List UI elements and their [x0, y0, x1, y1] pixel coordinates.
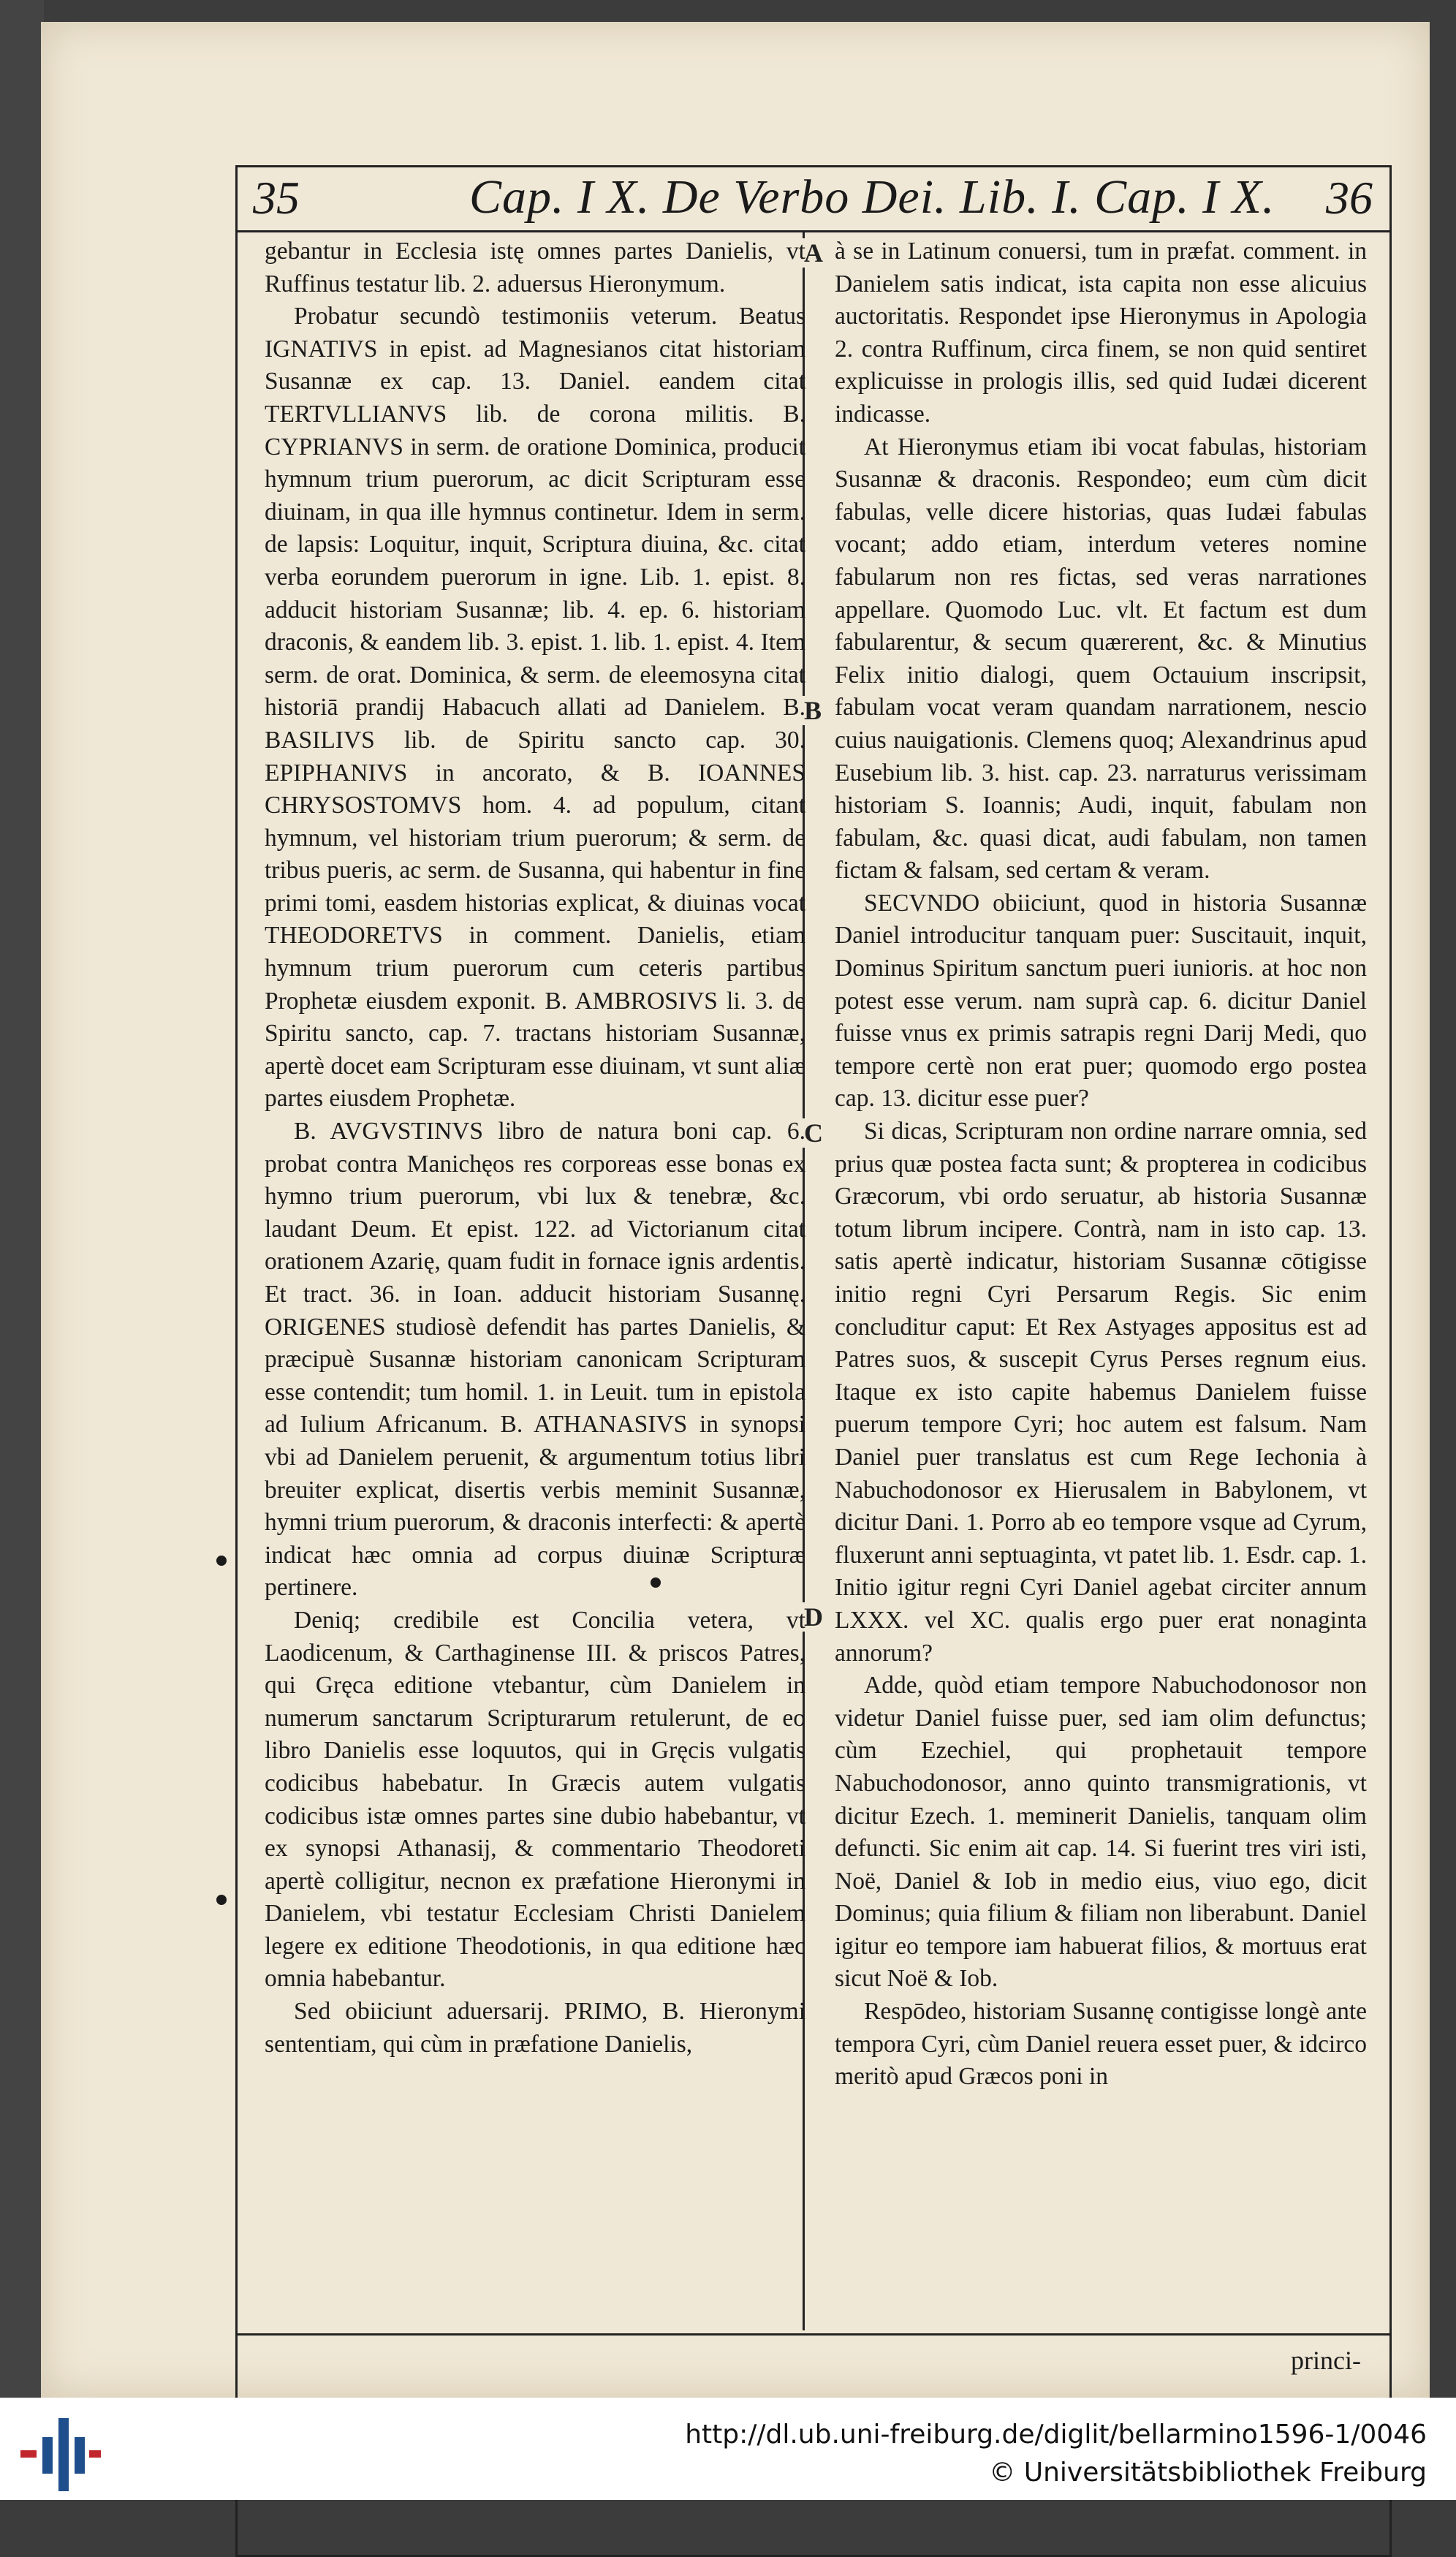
margin-marker-c: C	[801, 1118, 826, 1148]
bottom-rule	[235, 2333, 1392, 2336]
page-speck	[216, 1556, 227, 1566]
paragraph: B. AVGVSTINVS libro de natura boni cap. 6. probat contra Manichęos res corporeas esse bonas ex hymno trium puerorum, vbi lux & tenebræ, &c. laudant Deum. Et epist. 122. ad Victorianum citat orationem Azarię, quam fudit in fornace ignis ardentis. Et tract. 36. in Ioan. adducit historiam Susannę. ORIGENES studiosè defendit has partes Danielis, & præcipuè Susannæ historiam canonicam Scripturam esse contendit; tum homil. 1. in Leuit. tum in epistola ad Iulium Africanum. B. ATHANASIVS in synopsi vbi ad Danielem peruenit, & argumentum totius libri breuiter explicat, disertis verbis meminit Susannæ, hymni trium puerorum, & draconis interfecti: & apertè indicat hæc omnia ad corpus diuinæ Scripturæ pertinere.	[265, 1118, 805, 1602]
paragraph: Sed obiiciunt aduersarij. PRIMO, B. Hieronymi sententiam, qui cùm in præfatione Danielis,	[265, 1998, 805, 2058]
page-speck	[651, 1577, 661, 1588]
page-speck	[216, 1895, 227, 1905]
copyright-credit: © Universitätsbibliothek Freiburg	[989, 2458, 1427, 2488]
paragraph: SECVNDO obiiciunt, quod in historia Susannæ Daniel introducitur tanquam puer: Suscitauit, inquit, Dominus Spiritum sanctum pueri iunioris. at hoc non potest esse verum. nam suprà cap. 6. dicitur Daniel fuisse vnus ex primis satrapis regni Darij Medi, quo tempore certè non erat puer; quomodo ergo postea cap. 13. dicitur esse puer?	[835, 889, 1367, 1113]
paragraph: Deniq; credibile est Concilia vetera, vt Laodicenum, & Carthaginense III. & priscos Patres, qui Gręca editione vtebantur, cùm Danielem in numerum sanctarum Scripturarum retulerunt, de eo libro Danielis esse loquutos, qui in Gręcis vulgatis codicibus habebatur. In Græcis autem vulgatis codicibus istæ omnes partes sine dubio habebantur, vt ex synopsi Athanasij, & commentario Theodoreti apertè colligitur, necnon ex præfatione Hieronymi in Danielem, vbi testatur Ecclesiam Christi Danielem legere ex editione Theodotionis, in qua editione hæc omnia habebantur.	[265, 1606, 805, 1993]
paragraph: Respōdeo, historiam Susannę contigisse longè ante tempora Cyri, cùm Daniel reuera esset puer, & idcirco meritò apud Græcos poni in	[835, 1998, 1367, 2091]
margin-marker-d: D	[801, 1602, 826, 1632]
running-title: Cap. I X. De Verbo Dei. Lib. I. Cap. I X.	[469, 170, 1275, 224]
page-number-right: 36	[1326, 172, 1373, 224]
running-header	[235, 165, 1392, 232]
paragraph: Probatur secundò testimoniis veterum. Beatus IGNATIVS in epist. ad Magnesianos citat historiam Susannæ ex cap. 13. Daniel. eandem citat TERTVLLIANVS lib. de corona militis. B. CYPRIANVS in serm. de oratione Dominica, producit hymnum trium puerorum, ac dicit Scripturam esse diuinam, in qua ille hymnus continetur. Idem in serm. de lapsis: Loquitur, inquit, Scriptura diuina, &c. citat verba eorundem puerorum in igne. Lib. 1. epist. 8. adducit historiam Susannæ; lib. 4. ep. 6. historiam draconis, & eandem lib. 3. epist. 1. lib. 1. epist. 4. Item serm. de orat. Dominica, & serm. de eleemosyna citat historiā prandij Habacuch allati ad Danielem. B. BASILIVS lib. de Spiritu sancto cap. 30. EPIPHANIVS in ancorato, & B. IOANNES CHRYSOSTOMVS hom. 4. ad populum, citant hymnum, vel historiam trium puerorum; & serm. de tribus pueris, ac serm. de Susanna, qui habentur in fine primi tomi, easdem historias explicat, & diuinas vocat THEODORETVS in comment. Danielis, etiam hymnum trium puerorum cum ceteris partibus Prophetæ eiusdem exponit. B. AMBROSIVS li. 3. de Spiritu sancto, cap. 7. tractans historiam Susannæ, apertè docet eam Scripturam esse diuinam, vt sunt aliæ partes eiusdem Prophetæ.	[265, 303, 805, 1113]
left-column	[265, 235, 805, 2061]
paragraph: gebantur in Ecclesia istę omnes partes Danielis, vt Ruffinus testatur lib. 2. aduersus Hieronymum.	[265, 238, 805, 298]
paragraph: Si dicas, Scripturam non ordine narrare omnia, sed prius quæ postea facta sunt; & propterea in codicibus Græcorum, vbi ordo seruatur, ab historia Susannæ totum librum incipere. Contrà, nam in isto cap. 13. satis apertè indicatur, historiam Susannæ cōtigisse initio regni Cyri Persarum Regis. Sic enim concluditur caput: Et Rex Astyages appositus est ad Patres suos, & suscepit Cyrus Perses regnum eius. Itaque ex isto capite habemus Danielem fuisse puerum tempore Cyri; hoc autem est falsum. Nam Daniel puer translatus est cum Rege Iechonia à Nabuchodonosor ex Hierusalem in Babylonem, vt dicitur Dani. 1. Porro ab eo tempore vsque ad Cyrum, fluxerunt anni septuaginta, vt patet lib. 1. Esdr. cap. 1. Initio igitur regni Cyri Daniel agebat circiter annum LXXX. vel XC. qualis ergo puer erat nonaginta annorum?	[835, 1118, 1367, 1667]
library-logo-icon	[20, 2418, 101, 2491]
viewer-footer	[0, 2398, 1456, 2500]
margin-marker-b: B	[801, 696, 824, 725]
right-column	[835, 235, 1367, 2094]
source-url[interactable]: http://dl.ub.uni-freiburg.de/diglit/bellarmino1596-1/0046	[685, 2420, 1427, 2450]
margin-marker-a: A	[801, 238, 826, 268]
paragraph: At Hieronymus etiam ibi vocat fabulas, historiam Susannæ & draconis. Respondeo; eum cùm dicit fabulas, velle dicere historias, quas Iudæi fabulas vocant; addo etiam, interdum veteres nomine fabularum non res fictas, sed veras narrationes appellare. Quomodo Luc. vlt. Et factum est dum fabularentur, & secum quærerent, &c. & Minutius Felix initio dialogi, quem Octauium inscripsit, fabulam vocat veram quandam narrationem, nescio cuius nauigationis. Clemens quoq; Alexandrinus apud Eusebium lib. 3. hist. cap. 23. narraturus verissimam historiam S. Ioannis; Audi, inquit, fabulam non fabulam, &c. quasi dicat, audi fabulam, non tamen fictam & falsam, sed certam & veram.	[835, 433, 1367, 884]
paragraph: à se in Latinum conuersi, tum in præfat. comment. in Danielem satis indicat, ista capita non esse alicuius auctoritatis. Respondet ipse Hieronymus in Apologia 2. contra Ruffinum, circa finem, se non quid sentiret explicuisse in prologis illis, sed quid Iudæi dicerent indicasse.	[835, 238, 1367, 428]
paragraph: Adde, quòd etiam tempore Nabuchodonosor non videtur Daniel fuisse puer, sed iam olim defunctus; cùm Ezechiel, qui prophetauit tempore Nabuchodonosor, anno quinto transmigrationis, vt dicitur Ezech. 1. meminerit Danielis, tanquam olim defuncti. Sic enim ait cap. 14. Si fuerint tres viri isti, Noë, Daniel & Iob in medio eius, viuo ego, dicit Dominus; quia filium & filiam non liberabunt. Daniel igitur eo tempore iam habuerat filios, & mortuus erat sicut Noë & Iob.	[835, 1672, 1367, 1993]
page-number-left: 35	[253, 172, 300, 224]
scan-border	[0, 0, 44, 2398]
catchword: princi-	[1291, 2346, 1361, 2375]
